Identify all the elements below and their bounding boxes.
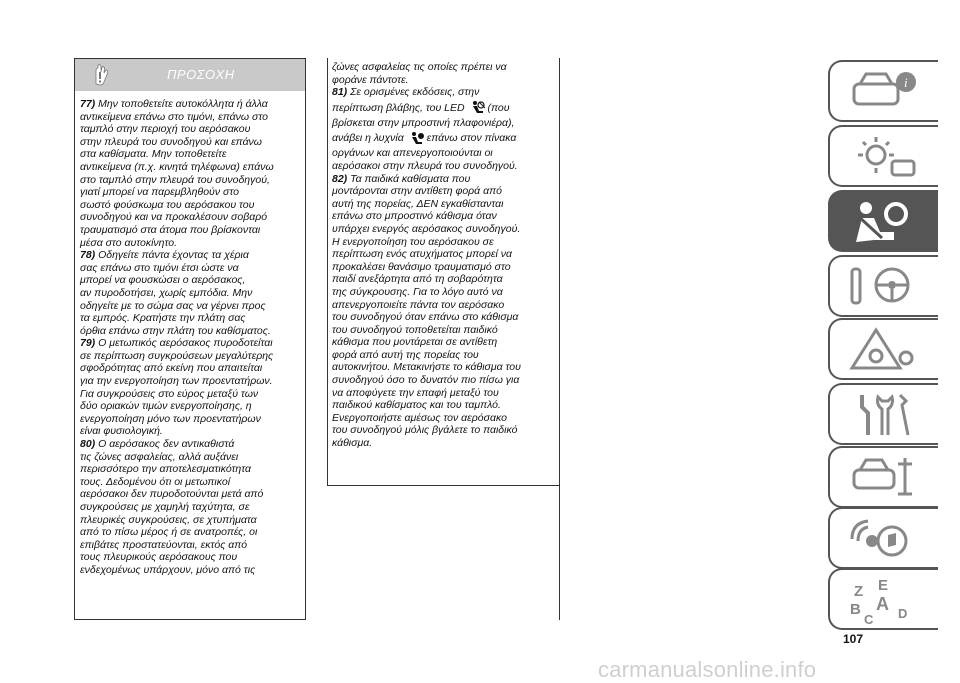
airbag-warning-light-icon	[409, 131, 425, 147]
text-line: σφοδρότητας από εκείνη που απαιτείται	[80, 362, 263, 375]
text-line: αερόσακοι δεν πυροδοτούνται μετά από	[80, 488, 264, 501]
text-line: τους. Δεδομένου ότι οι μετωπικοί	[80, 475, 231, 488]
airbag-notes-column	[332, 61, 521, 450]
text-line: 82) Τα παιδικά καθίσματα που	[332, 172, 471, 185]
chapter-tab-dashboard-lights[interactable]	[828, 125, 938, 187]
text-line: μοντάρονται στην αντίθετη φορά από	[332, 185, 502, 198]
car-info-icon	[848, 68, 918, 118]
svg-text:D: D	[898, 606, 908, 621]
text-line: κάθισμα.	[332, 437, 373, 450]
chapter-tab-warning-triangle-car[interactable]	[828, 318, 938, 380]
key-steering-icon	[848, 263, 918, 313]
seatbelt-airbag-icon	[848, 198, 918, 248]
text-line: σας επάνω στο τιμόνι έτσι ώστε να	[80, 261, 239, 274]
text-line: αν πυροδοτήσει, χωρίς εμπόδια. Μην	[80, 286, 253, 299]
text-line: προκαλέσει θανάσιμο τραυματισμό στο	[332, 260, 511, 273]
text-line: τις ζώνες ασφαλείας, αλλά αυξάνει	[80, 450, 239, 463]
warning-title: ΠΡΟΣΟΧΗ	[167, 67, 235, 82]
text-line: παιδί ανεξάρτητα από τη σοβαρότητα	[332, 273, 503, 286]
text-line: κάθισμα που μοντάρεται σε αντίθετη	[332, 336, 498, 349]
text-line: 80) Ο αερόσακος δεν αντικαθιστά	[80, 438, 235, 451]
text-line: ενδεχομένως υπάρχουν, μόνο από τις	[80, 563, 256, 576]
note-number: 78)	[80, 249, 96, 262]
chapter-tab-seatbelt-airbag[interactable]	[828, 190, 938, 252]
text-line: του συνοδηγού τοποθετείται παιδικό	[332, 323, 498, 336]
note-number: 80)	[80, 438, 96, 451]
warning-text-column	[80, 98, 274, 577]
text-line: αυτή της πορείας, ΔΕΝ εγκαθίστανται	[332, 197, 504, 210]
note-number: 82)	[332, 172, 348, 185]
text-line: οργάνων και απενεργοποιούνται οι	[332, 147, 493, 160]
text-line: απενεργοποιείτε πάντα τον αερόσακο	[332, 298, 505, 311]
text-line: τα εμπρός. Κρατήστε την πλάτη σας	[80, 312, 246, 325]
airbag-notes-continued	[332, 147, 521, 449]
text-line: ανάβει η λυχνία επάνω στον πίνακα	[332, 129, 521, 147]
note-number: 81)	[332, 86, 348, 99]
text-line: περίπτωση βλάβης, του LED (που	[332, 99, 521, 117]
text-line: όρθια επάνω στην πλάτη του καθίσματος.	[80, 324, 271, 337]
text-line: ενεργοποίηση μόνο των προεντατήρων	[80, 412, 261, 425]
text-line: 81) Σε ορισμένες εκδόσεις, στην	[332, 86, 480, 99]
chapter-tab-wrench-service[interactable]	[828, 383, 938, 445]
multimedia-icon	[848, 515, 918, 565]
alphabet-index-icon	[848, 576, 918, 626]
text-line: στα καθίσματα. Μην τοποθετείτε	[80, 148, 227, 161]
text-line: γιατί μπορεί να παρεμβληθούν στο	[80, 186, 239, 199]
text-line: στην πλευρά του συνοδηγού και επάνω	[80, 135, 262, 148]
text-line: αυτοκινήτου. Μετακινήστε το κάθισμα του	[332, 361, 521, 374]
text-line: δύο οριακών τιμών ενεργοποίησης, η	[80, 400, 252, 413]
warning-header	[75, 59, 305, 91]
text-line: μπορεί να φουσκώσει ο αερόσακος,	[80, 274, 246, 287]
text-line: σε περίπτωση συγκρούσεων μεγαλύτερης	[80, 349, 274, 362]
car-specs-icon	[848, 454, 918, 504]
text-line: πλευρικές συγκρούσεις, σε χτυπήματα	[80, 513, 257, 526]
text-line: μέσα στο αυτοκίνητο.	[80, 236, 178, 249]
text-line: ζώνες ασφαλείας τις οποίες πρέπει να	[332, 61, 507, 73]
text-line: οδηγείτε με το σώμα σας να γέρνει προς	[80, 299, 266, 312]
text-line: υπάρχει ενεργός αερόσακος συνοδηγού.	[332, 222, 521, 235]
chapter-tab-car-info[interactable]	[828, 60, 938, 122]
svg-text:i: i	[904, 75, 908, 90]
text-line: συνοδηγού όσο το δυνατόν πιο πίσω για	[332, 374, 520, 387]
chapter-tab-alphabet-index[interactable]	[828, 568, 938, 630]
watermark: carmanualsonline.info	[598, 657, 817, 682]
middle-column-right-rule	[559, 485, 560, 620]
text-line: στο ταμπλό στην πλευρά του συνοδηγού,	[80, 173, 270, 186]
text-line: τραυματισμό στα άτομα που βρίσκονται	[80, 223, 261, 236]
text-line: συνοδηγού και να προκαλέσουν σοβαρό	[80, 211, 268, 224]
text-line: παιδικού καθίσματος και του ταμπλό.	[332, 399, 501, 412]
text-line: 78) Οδηγείτε πάντα έχοντας τα χέρια	[80, 249, 249, 262]
text-line: αντικείμενα επάνω στο τιμόνι, επάνω στο	[80, 110, 268, 123]
text-line: βρίσκεται στην μπροστινή πλαφονιέρα),	[332, 116, 515, 129]
text-line: είναι φυσιολογική.	[80, 425, 163, 438]
text-line: 79) Ο μετωπικός αερόσακος πυροδοτείται	[80, 337, 273, 350]
dashboard-lights-icon	[848, 133, 918, 183]
text-line: Η ενεργοποίηση του αερόσακου σε	[332, 235, 494, 248]
chapter-tab-multimedia[interactable]	[828, 507, 938, 569]
text-line: φορά από αυτή της πορείας του	[332, 348, 479, 361]
text-line: συγκρούσεις με χαμηλή ταχύτητα, σε	[80, 501, 250, 513]
text-line: επάνω στο μπροστινό κάθισμα όταν	[332, 210, 497, 223]
svg-text:Z: Z	[854, 583, 864, 600]
svg-text:B: B	[850, 601, 861, 618]
text-line: της σύγκρουσης. Για το λόγο αυτό να	[332, 285, 503, 298]
chapter-tab-key-steering[interactable]	[828, 255, 938, 317]
text-line: φοράνε πάντοτε.	[332, 73, 409, 86]
text-line: να αποφύγετε την επαφή μεταξύ του	[332, 386, 499, 399]
note-number: 79)	[80, 337, 96, 350]
text-line: τους πλευρικούς αερόσακους που	[80, 551, 238, 564]
text-line: περίπτωση ενός ατυχήματος μπορεί να	[332, 248, 513, 261]
text-line: περισσότερο την αποτελεσματικότητα	[80, 463, 251, 476]
text-line: του συνοδηγού όταν επάνω στο κάθισμα	[332, 311, 519, 324]
airbag-off-led-icon	[470, 100, 486, 116]
text-line: από το πίσω μέρος ή σε ανατροπές, οι	[80, 526, 258, 539]
page-number: 107	[843, 632, 864, 646]
chapter-tab-car-specs[interactable]	[828, 446, 938, 508]
svg-text:A: A	[876, 594, 889, 614]
text-line: Ενεργοποιήστε αμέσως τον αερόσακο	[332, 411, 507, 424]
text-line: επιβάτες προστατεύονται, εκτός από	[80, 538, 248, 551]
svg-text:E: E	[878, 577, 889, 594]
note-number: 77)	[80, 98, 96, 110]
warning-triangle-car-icon	[848, 326, 918, 376]
text-line: σωστό φούσκωμα του αερόσακου του	[80, 198, 255, 211]
text-line: του συνοδηγού μόλις βγάλετε το παιδικό	[332, 424, 518, 437]
warning-hand-icon	[87, 62, 113, 88]
text-line: 77) Μην τοποθετείτε αυτοκόλλητα ή άλλα	[80, 98, 268, 110]
text-line: ταμπλό στην περιοχή του αερόσακου	[80, 123, 251, 136]
text-line: Για συγκρούσεις στο εύρος μεταξύ των	[80, 387, 259, 400]
text-line: αερόσακοι στην πλευρά του συνοδηγού.	[332, 159, 518, 172]
middle-column-bottom-rule	[327, 485, 560, 486]
text-line: για την ενεργοποίηση των προεντατήρων.	[80, 375, 273, 388]
svg-text:C: C	[864, 612, 874, 626]
text-line: αντικείμενα (π.χ. κινητά τηλέφωνα) επάνω	[80, 160, 274, 173]
wrench-service-icon	[848, 391, 918, 441]
